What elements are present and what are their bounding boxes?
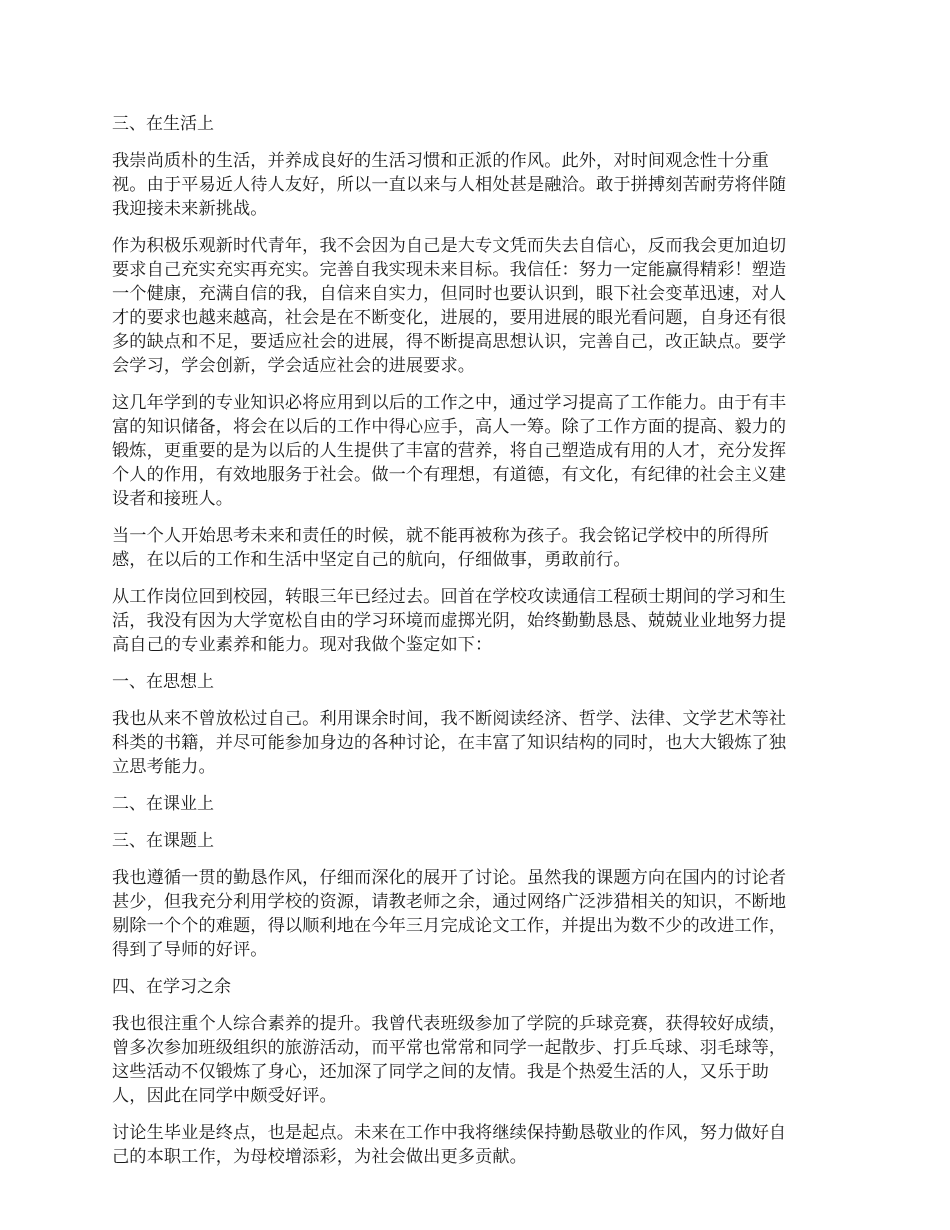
paragraph <box>112 234 842 378</box>
text-line: 从工作岗位回到校园，转眼三年已经过去。回首在学校攻读通信工程硕士期间的学习和生 <box>112 587 787 607</box>
text-line: 多的缺点和不足，要适应社会的进展，得不断提高思想认识，完善自己，改正缺点。要学 <box>112 332 787 352</box>
text-line: 我也从来不曾放松过自己。利用课余时间，我不断阅读经济、哲学、法律、文学艺术等社 <box>112 709 787 729</box>
text-line: 要求自己充实充实再充实。完善自我实现未来目标。我信任：努力一定能赢得精彩！塑造 <box>112 260 787 280</box>
text-line: 人，因此在同学中颇受好评。 <box>112 1086 337 1106</box>
text-line: 我也遵循一贯的勤恳作风，仔细而深化的展开了讨论。虽然我的课题方向在国内的讨论者 <box>112 868 787 888</box>
document-body <box>112 112 842 1182</box>
section-heading <box>112 670 842 694</box>
heading-text: 三、在生活上 <box>112 114 214 134</box>
text-line: 这几年学到的专业知识必将应用到以后的工作之中，通过学习提高了工作能力。由于有丰 <box>112 393 787 413</box>
paragraph <box>112 707 842 779</box>
paragraph <box>112 524 842 572</box>
text-line: 剔除一个个的难题，得以顺利地在今年三月完成论文工作，并提出为数不少的改进工作， <box>112 916 787 936</box>
text-line: 立思考能力。 <box>112 757 216 777</box>
paragraph <box>112 149 842 221</box>
text-line: 高自己的专业素养和能力。现对我做个鉴定如下： <box>112 635 493 655</box>
text-line: 这些活动不仅锻炼了身心，还加深了同学之间的友情。我是个热爱生活的人，又乐于助 <box>112 1062 769 1082</box>
text-line: 会学习，学会创新，学会适应社会的进展要求。 <box>112 356 476 376</box>
section-heading <box>112 829 842 853</box>
text-line: 我也很注重个人综合素养的提升。我曾代表班级参加了学院的乒球竞赛，获得较好成绩， <box>112 1014 787 1034</box>
heading-text: 二、在课业上 <box>112 794 214 814</box>
text-line: 锻炼，更重要的是为以后的人生提供了丰富的营养，将自己塑造成有用的人才，充分发挥 <box>112 441 787 461</box>
text-line: 视。由于平易近人待人友好，所以一直以来与人相处甚是融洽。敢于拼搏刻苦耐劳将伴随 <box>112 175 787 195</box>
paragraph <box>112 1012 842 1108</box>
text-line: 讨论生毕业是终点，也是起点。未来在工作中我将继续保持勤恳敬业的作风，努力做好自 <box>112 1123 787 1143</box>
heading-text: 一、在思想上 <box>112 672 214 692</box>
section-heading <box>112 112 842 136</box>
text-line: 一个健康，充满自信的我，自信来自实力，但同时也要认识到，眼下社会变革迅速，对人 <box>112 284 787 304</box>
text-line: 个人的作用，有效地服务于社会。做一个有理想，有道德，有文化，有纪律的社会主义建 <box>112 465 787 485</box>
text-line: 才的要求也越来越高，社会是在不断变化，进展的，要用进展的眼光看问题，自身还有很 <box>112 308 787 328</box>
text-line: 甚少，但我充分利用学校的资源，请教老师之余，通过网络广泛涉猎相关的知识，不断地 <box>112 892 787 912</box>
paragraph <box>112 585 842 657</box>
paragraph <box>112 866 842 962</box>
text-line: 设者和接班人。 <box>112 489 234 509</box>
text-line: 作为积极乐观新时代青年，我不会因为自己是大专文凭而失去自信心，反而我会更加迫切 <box>112 236 787 256</box>
text-line: 当一个人开始思考未来和责任的时候，就不能再被称为孩子。我会铭记学校中的所得所 <box>112 526 769 546</box>
paragraph <box>112 1121 842 1169</box>
text-line: 得到了导师的好评。 <box>112 940 268 960</box>
text-line: 感，在以后的工作和生活中坚定自己的航向，仔细做事，勇敢前行。 <box>112 550 631 570</box>
text-line: 我迎接未来新挑战。 <box>112 199 268 219</box>
heading-text: 三、在课题上 <box>112 831 214 851</box>
text-line: 曾多次参加班级组织的旅游活动，而平常也常常和同学一起散步、打乒乓球、羽毛球等， <box>112 1038 787 1058</box>
paragraph <box>112 391 842 511</box>
text-line: 活，我没有因为大学宽松自由的学习环境而虚掷光阴，始终勤勤恳恳、兢兢业业地努力提 <box>112 611 787 631</box>
section-heading <box>112 792 842 816</box>
section-heading <box>112 975 842 999</box>
text-line: 我崇尚质朴的生活，并养成良好的生活习惯和正派的作风。此外，对时间观念性十分重 <box>112 151 769 171</box>
text-line: 科类的书籍，并尽可能参加身边的各种讨论，在丰富了知识结构的同时，也大大锻炼了独 <box>112 733 787 753</box>
heading-text: 四、在学习之余 <box>112 977 231 997</box>
text-line: 富的知识储备，将会在以后的工作中得心应手，高人一筹。除了工作方面的提高、毅力的 <box>112 417 787 437</box>
text-line: 己的本职工作，为母校增添彩，为社会做出更多贡献。 <box>112 1147 527 1167</box>
